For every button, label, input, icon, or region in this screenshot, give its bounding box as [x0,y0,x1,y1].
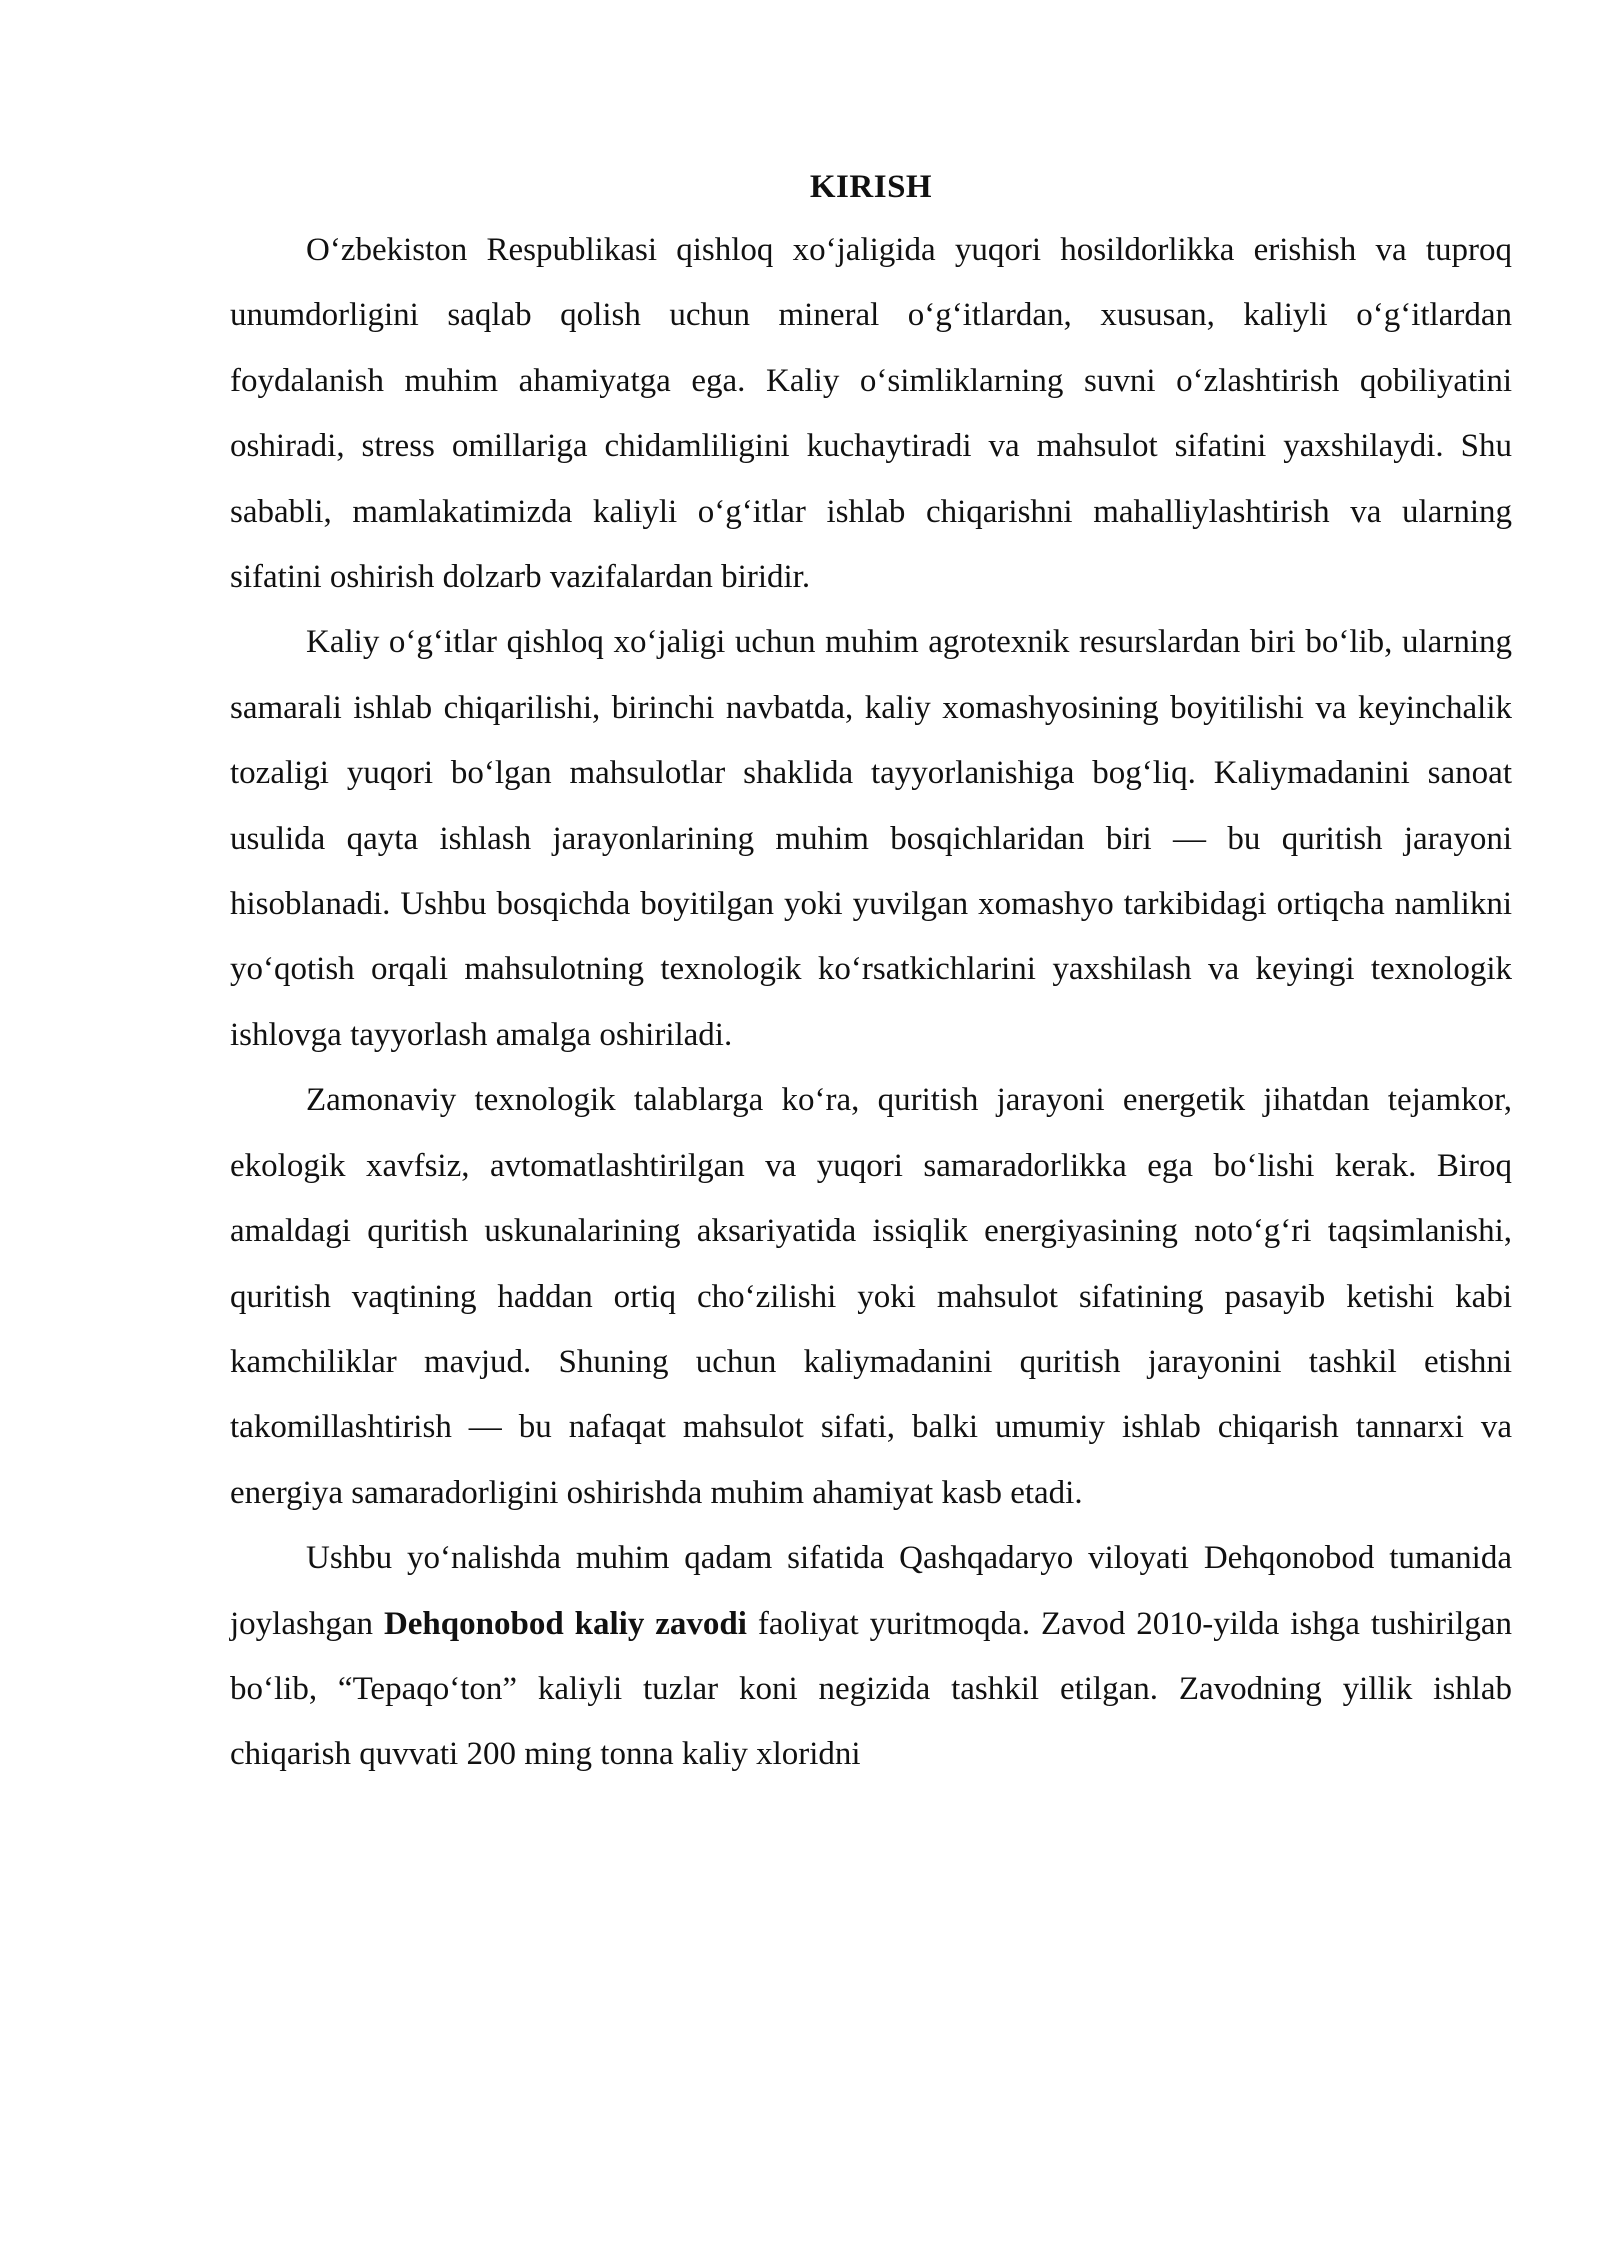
paragraph-3: Zamonaviy texnologik talablarga ko‘ra, quritish jarayoni energetik jihatdan tejamkor, ekologik xavfsiz, avtomatlashtirilgan va yuqori samaradorlikka ega bo‘lishi kerak. Biroq amaldagi quritish uskunalarining aksariyatida issiqlik energiyasining noto‘g‘ri taqsimlanishi, quritish vaqtining haddan ortiq cho‘zilishi yoki mahsulot sifatining pasayib ketishi kabi kamchiliklar mavjud. Shuning uchun kaliymadanini quritish jarayonini tashkil etishni takomillashtirish — bu nafaqat mahsulot sifati, balki umumiy ishlab chiqarish tannarxi va energiya samaradorligini oshirishda muhim ahamiyat kasb etadi. [230,1082,1512,1511]
paragraph-4 [230,1526,1512,1788]
factory-name: Dehqonobod kaliy zavodi [383,1605,747,1642]
paragraph-2: Kaliy o‘g‘itlar qishloq xo‘jaligi uchun muhim agrotexnik resurslardan biri bo‘lib, ularning samarali ishlab chiqarilishi, birinchi navbatda, kaliy xomashyosining boyitilishi va keyinchalik tozaligi yuqori bo‘lgan mahsulotlar shaklida tayyorlanishiga bog‘liq. Kaliymadanini sanoat usulida qayta ishlash jarayonlarining muhim bosqichlaridan biri — bu quritish jarayoni hisoblanadi. Ushbu bosqichda boyitilgan yoki yuvilgan xomashyo tarkibidagi ortiqcha namlikni yo‘qotish orqali mahsulotning texnologik ko‘rsatkichlarini yaxshilash va keyingi texnologik ishlovga tayyorlash amalga oshiriladi. [230,624,1512,1053]
paragraph-4-text-before: Ushbu yo‘nalishda muhim qadam sifatida Qashqadaryo viloyati Dehqonobod tumanida joylashgan [230,1540,1512,1642]
paragraph-4-text-after: faoliyat yuritmoqda. Zavod 2010-yilda ishga tushirilgan bo‘lib, “Tepaqo‘ton” kaliyli tuzlar koni negizida tashkil etilgan. Zavodning yillik ishlab chiqarish quvvati 200 ming tonna kaliy xloridni [230,1605,1512,1773]
document-body [230,160,1512,1788]
section-title: KIRISH [809,169,933,205]
paragraph-1: O‘zbekiston Respublikasi qishloq xo‘jaligida yuqori hosildorlikka erishish va tuproq unumdorligini saqlab qolish uchun mineral o‘g‘itlardan, xususan, kaliyli o‘g‘itlardan foydalanish muhim ahamiyatga ega. Kaliy o‘simliklarning suvni o‘zlashtirish qobiliyatini oshiradi, stress omillariga chidamliligini kuchaytiradi va mahsulot sifatini yaxshilaydi. Shu sababli, mamlakatimizda kaliyli o‘g‘itlar ishlab chiqarishni mahalliylashtirish va ularning sifatini oshirish dolzarb vazifalardan biridir. [230,232,1512,596]
